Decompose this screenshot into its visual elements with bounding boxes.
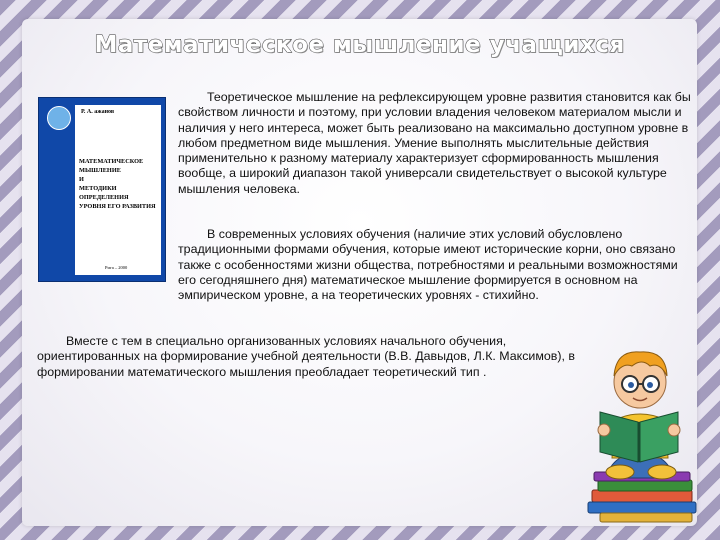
book-logo-icon [47,106,71,130]
boy-reading-illustration [570,340,710,525]
book-cover-page [75,105,161,275]
book-year: Рига – 2000 [105,265,128,270]
paragraph-3: Вместе с тем в специально организованных условиях начального обучения, ориентированных на формирование учебной деятельности (В.В. Давыдов, Л.К. Максимов), в формировании математического мышления преобладает теоретический тип . [37,334,575,379]
slide-title: Математическое мышление учащихся [94,32,625,58]
paragraph-1: Теоретическое мышление на рефлексирующем уровне развития становится как бы свойством личности и поэтому, при условии владения человеком материалом мысли и наличия у него интереса, может быть реализовано на максимально доступном уровне в любом предметном виде мышления. Умение выполнять мыслительные действия применительно к разному материалу характеризует сформированность мышления вообще, а широкий диапазон такой универсали свидетельствует о высокой культуре мышления человека. [178,90,691,196]
book-cover-image [38,97,166,282]
book-stack-icon [588,472,696,522]
book-title: МАТЕМАТИЧЕСКОЕ МЫШЛЕНИЕ И МЕТОДИКИ ОПРЕДЕЛЕНИЯ УРОВНЯ ЕГО РАЗВИТИЯ [79,158,156,210]
book-author: Р. А. ажанов [81,109,115,115]
paragraph-2: В современных условиях обучения (наличие этих условий обусловлено традиционными формами обучения, которые имеют исторические корни, оно связано также с особенностями жизни общества, потребностями и реальными возможностями его сегодняшнего дня) математическое мышление формируется в основном на эмпирическом уровне, а на теоретических уровнях - стихийно. [178,227,678,303]
